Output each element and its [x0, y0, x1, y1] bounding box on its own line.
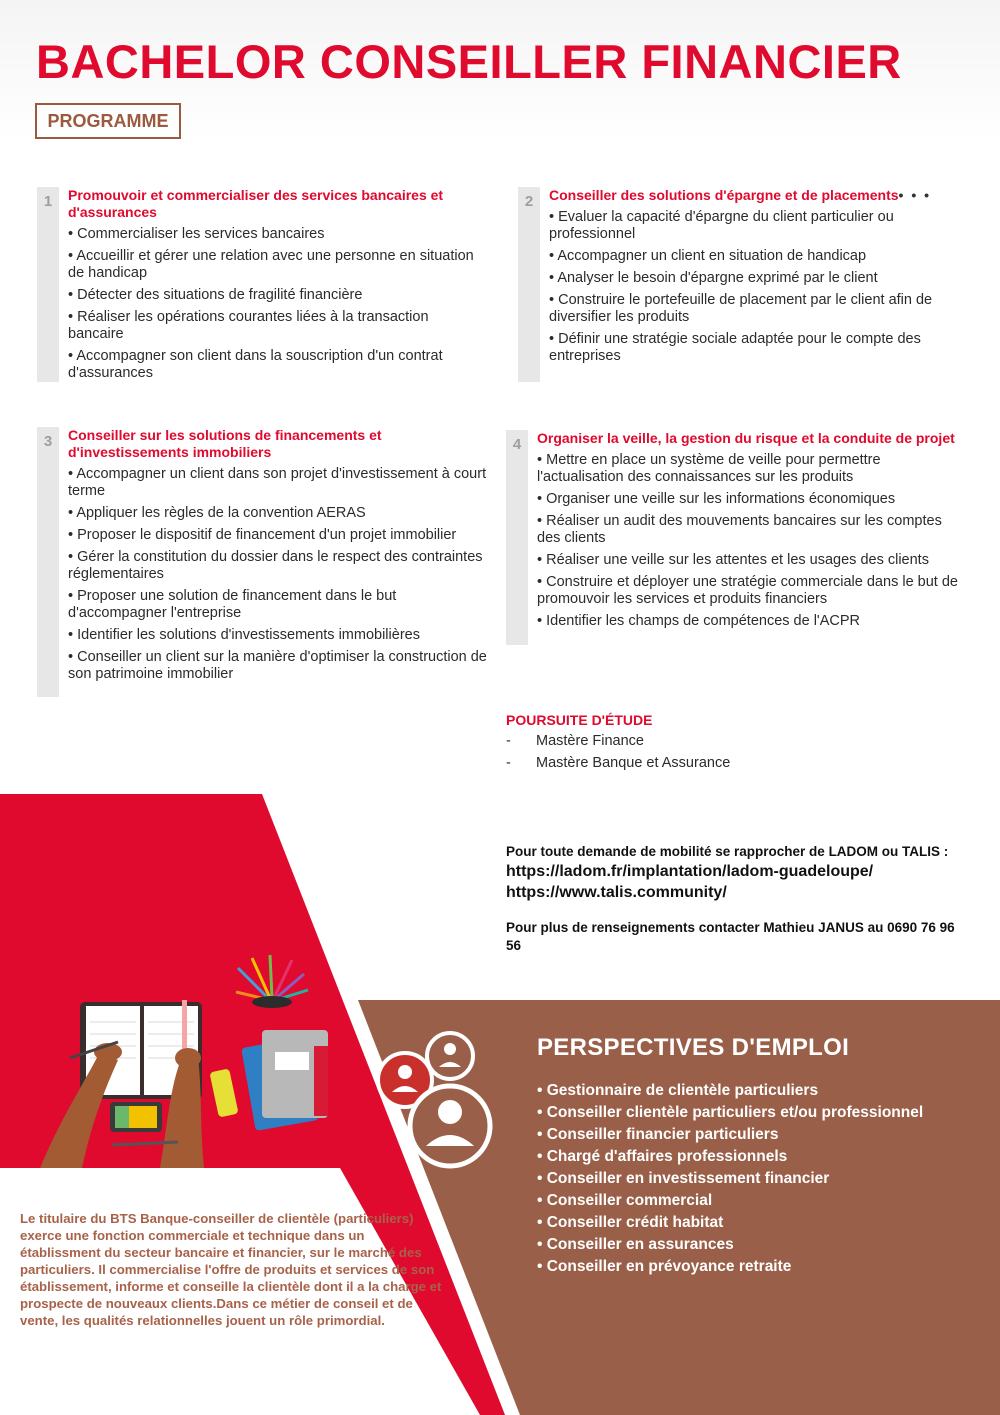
list-item: • Détecter des situations de fragilité financière: [68, 287, 485, 304]
contact-info: [506, 843, 956, 955]
list-item: • Chargé d'affaires professionnels: [537, 1146, 923, 1168]
binder-label: [275, 1052, 309, 1070]
list-item: [506, 733, 966, 750]
module-number: 4: [512, 436, 522, 453]
list-item: • Construire le portefeuille de placement par le client afin de diversifier les produits: [549, 292, 960, 326]
talis-link[interactable]: https://www.talis.community/: [506, 884, 727, 901]
module-number-bar: [506, 430, 528, 645]
list-item: • Commercialiser les services bancaires: [68, 226, 485, 243]
list-item: • Réaliser un audit des mouvements bancaires sur les comptes des clients: [537, 513, 958, 547]
contact-text: Pour toute demande de mobilité se rapprocher de LADOM ou TALIS :: [506, 844, 949, 859]
list-item: • Accompagner un client en situation de handicap: [549, 248, 960, 265]
module-items: [549, 209, 960, 365]
list-item: • Gérer la constitution du dossier dans le respect des contraintes réglementaires: [68, 549, 487, 583]
person-icon: [427, 1033, 473, 1079]
list-item: • Conseiller en assurances: [537, 1234, 923, 1256]
list-item: • Réaliser les opérations courantes liées à la transaction bancaire: [68, 309, 485, 343]
perspectives-title: PERSPECTIVES D'EMPLOI: [537, 1034, 850, 1061]
list-item: • Gestionnaire de clientèle particuliers: [537, 1080, 923, 1102]
contact-person-text: Pour plus de renseignements contacter Mathieu JANUS au 0690 76 96 56: [506, 920, 955, 953]
module-number-bar: [37, 427, 59, 697]
perspectives-list: [537, 1080, 923, 1278]
module-items: [68, 226, 485, 382]
list-item: • Conseiller clientèle particuliers et/ou professionnel: [537, 1102, 923, 1124]
module-title-text: Conseiller des solutions d'épargne et de placements: [549, 187, 899, 203]
poursuite-items: [506, 733, 966, 772]
module-1: [37, 187, 485, 382]
list-item: [506, 755, 966, 772]
list-item: • Proposer une solution de financement dans le but d'accompagner l'entreprise: [68, 588, 487, 622]
list-item: • Identifier les solutions d'investissements immobilières: [68, 627, 487, 644]
module-title: Organiser la veille, la gestion du risque et la conduite de projet: [537, 430, 955, 446]
module-number-bar: [518, 187, 540, 382]
module-title: Conseiller sur les solutions de financements et d'investissements immobiliers: [68, 427, 382, 460]
list-item: • Accueillir et gérer une relation avec une personne en situation de handicap: [68, 248, 485, 282]
module-items: [68, 466, 487, 683]
list-item: • Accompagner son client dans la souscription d'un contrat d'assurances: [68, 348, 485, 382]
programme-badge: PROGRAMME: [35, 103, 181, 139]
right-hand: [175, 1048, 201, 1068]
module-number: 3: [43, 433, 53, 450]
list-item: • Analyser le besoin d'épargne exprimé par le client: [549, 270, 960, 287]
list-item: • Appliquer les règles de la convention AERAS: [68, 505, 487, 522]
module-3: [37, 427, 487, 697]
summary-text: Le titulaire du BTS Banque-conseiller de clientèle (particuliers) exerce une fonction commerciale et technique dans un établissment du secteur bancaire et financier, sur le marché des particuliers. Il commercialise l'offre de produits et services de son établissement, informe et conseille la clientèle dont il a la charge et prospecte de nouveaux clients.Dans ce métier de conseil et de vente, les qualités relationnelles jouent un rôle primordial.: [20, 1211, 442, 1328]
module-title: Promouvoir et commercialiser des services bancaires et d'assurances: [68, 187, 444, 220]
person-icon: [410, 1086, 490, 1166]
list-item: • Conseiller financier particuliers: [537, 1124, 923, 1146]
list-item: • Conseiller en investissement financier: [537, 1168, 923, 1190]
module-number: 2: [524, 193, 534, 210]
list-item: • Construire et déployer une stratégie commerciale dans le but de promouvoir les services et produits financiers: [537, 574, 958, 608]
list-item: • Organiser une veille sur les informations économiques: [537, 491, 958, 508]
dash: -: [506, 755, 511, 771]
list-item: • Conseiller commercial: [537, 1190, 923, 1212]
list-item: • Conseiller en prévoyance retraite: [537, 1256, 923, 1278]
list-item-text: Mastère Banque et Assurance: [536, 755, 731, 771]
list-item: • Mettre en place un système de veille pour permettre l'actualisation des connaissances sur les produits: [537, 452, 958, 486]
list-item: • Evaluer la capacité d'épargne du client particulier ou professionnel: [549, 209, 960, 243]
bookmark: [182, 1000, 187, 1052]
module-number: 1: [43, 193, 53, 210]
module-title: [549, 187, 960, 204]
ladom-link[interactable]: https://ladom.fr/implantation/ladom-guadeloupe/: [506, 863, 874, 880]
module-items: [537, 452, 958, 630]
page-title: BACHELOR CONSEILLER FINANCIER: [36, 35, 902, 88]
list-item: • Conseiller un client sur la manière d'optimiser la construction de son patrimoine immobilier: [68, 649, 487, 683]
module-4: [506, 430, 958, 645]
list-item-text: Mastère Finance: [536, 733, 644, 749]
list-item: • Définir une stratégie sociale adaptée pour le compte des entreprises: [549, 331, 960, 365]
module-2: [518, 187, 960, 382]
poursuite-title: POURSUITE D'ÉTUDE: [506, 712, 653, 728]
list-item: • Accompagner un client dans son projet d'investissement à court terme: [68, 466, 487, 500]
list-item: • Réaliser une veille sur les attentes et les usages des clients: [537, 552, 958, 569]
title-suffix-dots: • • •: [898, 187, 932, 203]
list-item: • Proposer le dispositif de financement d'un projet immobilier: [68, 527, 487, 544]
list-item: • Identifier les champs de compétences de l'ACPR: [537, 613, 958, 630]
poursuite-etude: [506, 712, 966, 777]
dash: -: [506, 733, 511, 749]
module-number-bar: [37, 187, 59, 382]
list-item: • Conseiller crédit habitat: [537, 1212, 923, 1234]
